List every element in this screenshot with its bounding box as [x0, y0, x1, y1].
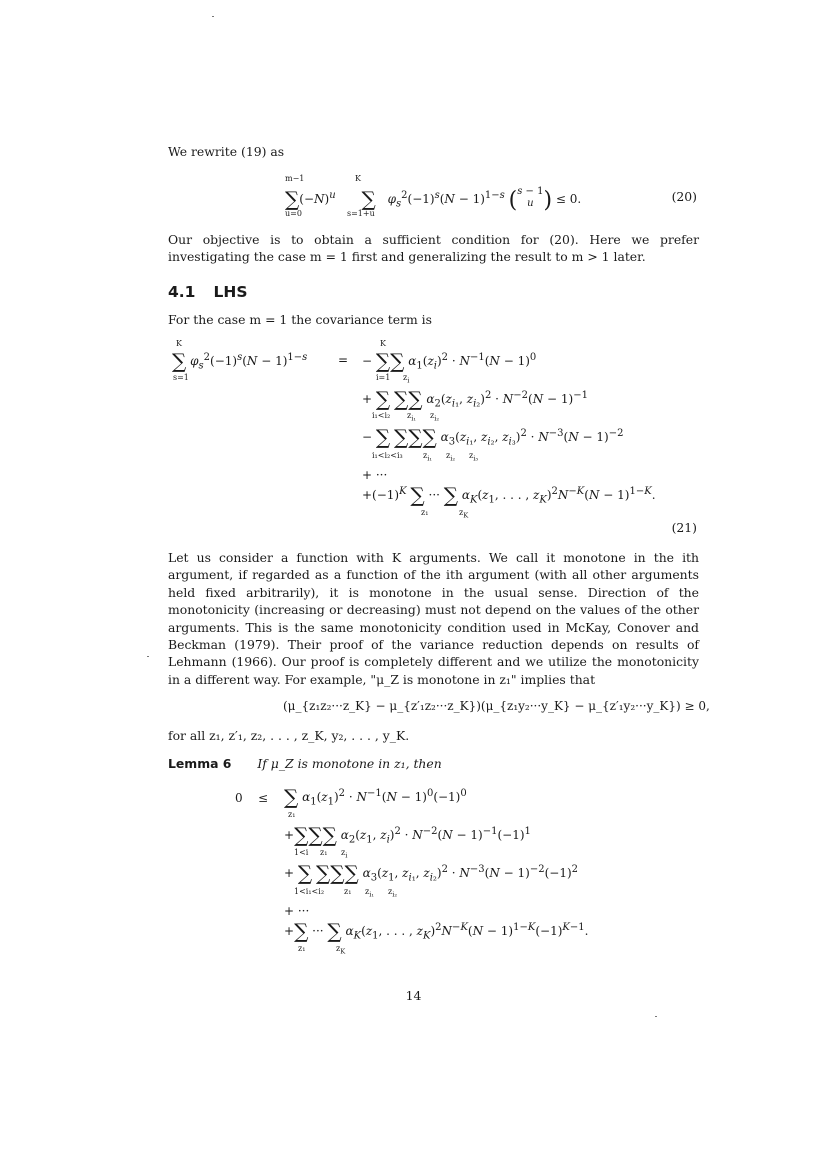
paragraph: For the case m = 1 the covariance term is [168, 312, 432, 327]
scan-speck [212, 16, 214, 17]
equation-number: (20) [671, 189, 697, 204]
lemma-statement: Lemma 6 If μ_Z is monotone in z₁, then [168, 756, 442, 771]
page-number: 14 [405, 988, 422, 1003]
scan-speck [655, 1016, 657, 1017]
for-all-text: for all z₁, z′₁, z₂, . . . , z_K, y₂, . . . , y_K. [168, 728, 410, 743]
paper-page: We rewrite (19) as $\sum(-N)^u$ ∑ $\varphi_s^2(-1)^s(N - 1)^{1-s}$ (s − 1 u ) ≤ 0. m−1 u=0 K s=1+u (20) Our objective is to obtain a sufficient condition for (20). Here we prefer investigating the case m = 1 first and generalizing the result to m > 1 later. 4.1 LHS For the case m = 1 the covariance term is ∑ $\varphi_s^2(-1)^s(N - 1)^{1-s}$ K s=1 = − ∑∑ $\alpha_1(z_i)^2 \cdot N^{-1}(N - 1)^0$ K i=1 $z_i$ + ∑ ∑∑ $\alpha_2(z_{i_1}$, $z_{i_2})^2 \cdot N^{-2}(N - 1)^{-1}$ i₁<i₂ $z_{i_1}$ $z_{i_2}$ − ∑ ∑∑∑ $\alpha_3(z_{i_1}$, $z_{i_2}$, $z_{i_3})^2 \cdot N^{-3}(N - 1)^{-2}$ i₁<i₂<i₃ $z_{i_1}$ $z_{i_2}$ $z_{i_3}$ + ··· $+(-1)^K$ ∑ ··· ∑ $\alpha_K(z_1$, . . . , $z_K)^2N^{-K}(N - 1)^{1-K}$. z₁ $z_K$ (21) Let us consider a function with K arguments. We call it monotone in the ith argument, if regarded as a function of the ith argument (with all other arguments held fixed arbitrarily), it is monotone in the usual sense. Direction of the monotonicity (increasing or decreasing) must not depend on the values of the other arguments. This is the same monotonicity condition used in McKay, Conover and Beckman (1979). Their proof of the variance reduction depends on results of Lehmann (1966). Our proof is completely different and we utilize the monotonicity in a different way. For example, "μ_Z is monotone in z₁" implies that (μ_{z₁z₂···z_K} − μ_{z′₁z₂···z_K})(μ_{z₁y₂···y_K} − μ_{z′₁y₂···y_K}) ≥ 0, for all z₁, z′₁, z₂, . . . , z_K, y₂, . . . , y_K. Lemma 6 If μ_Z is monotone in z₁, then 0 ≤ ∑ $\alpha_1(z_1)^2 \cdot N^{-1}(N - 1)^0(-1)^0$ z₁ +∑∑∑ $\alpha_2(z_1$, $z_i)^2 \cdot N^{-2}(N - 1)^{-1}(-1)^1$ 1<i z₁ $z_i$ + ∑ ∑∑∑ $\alpha_3(z_1$, $z_{i_1}$, $z_{i_2})^2 \cdot N^{-3}(N - 1)^{-2}(-1)^2$ 1<i₁<i₂ z₁ $z_{i_1}$ $z_{i_2}$ + ··· +∑ ··· ∑ $\alpha_K(z_1$, . . . , $z_K)^2N^{-K}(N - 1)^{1-K}(-1)^{K-1}$. z₁ $z_K$ 14 [0, 0, 827, 1170]
monotone-inequality: (μ_{z₁z₂···z_K} − μ_{z′₁z₂···z_K})(μ_{z₁y₂···y_K} − μ_{z′₁y₂···y_K}) ≥ 0, [283, 699, 710, 713]
scan-speck [147, 656, 149, 657]
paragraph: Let us consider a function with K arguments. We call it monotone in the ith argument, if regarded as a function of the ith argument (with all other arguments held fixed arbitrarily), it is monotone in the usual sense. Direction of the monotonicity (increasing or decreasing) must not depend on the values of the other arguments. This is the same monotonicity condition used in McKay, Conover and Beckman (1979). Their proof of the variance reduction depends on results of Lehmann (1966). Our proof is completely different and we utilize the monotonicity in a different way. For example, "μ_Z is monotone in z₁" implies that [168, 550, 699, 687]
intro-text: We rewrite (19) as [168, 144, 285, 159]
lemma-label: Lemma 6 [168, 756, 232, 771]
section-heading: 4.1 LHS [168, 283, 248, 301]
equation-number: (21) [671, 520, 697, 535]
paragraph: Our objective is to obtain a sufficient condition for (20). Here we prefer investigating the case m = 1 first and generalizing the result to m > 1 later. [168, 232, 699, 265]
